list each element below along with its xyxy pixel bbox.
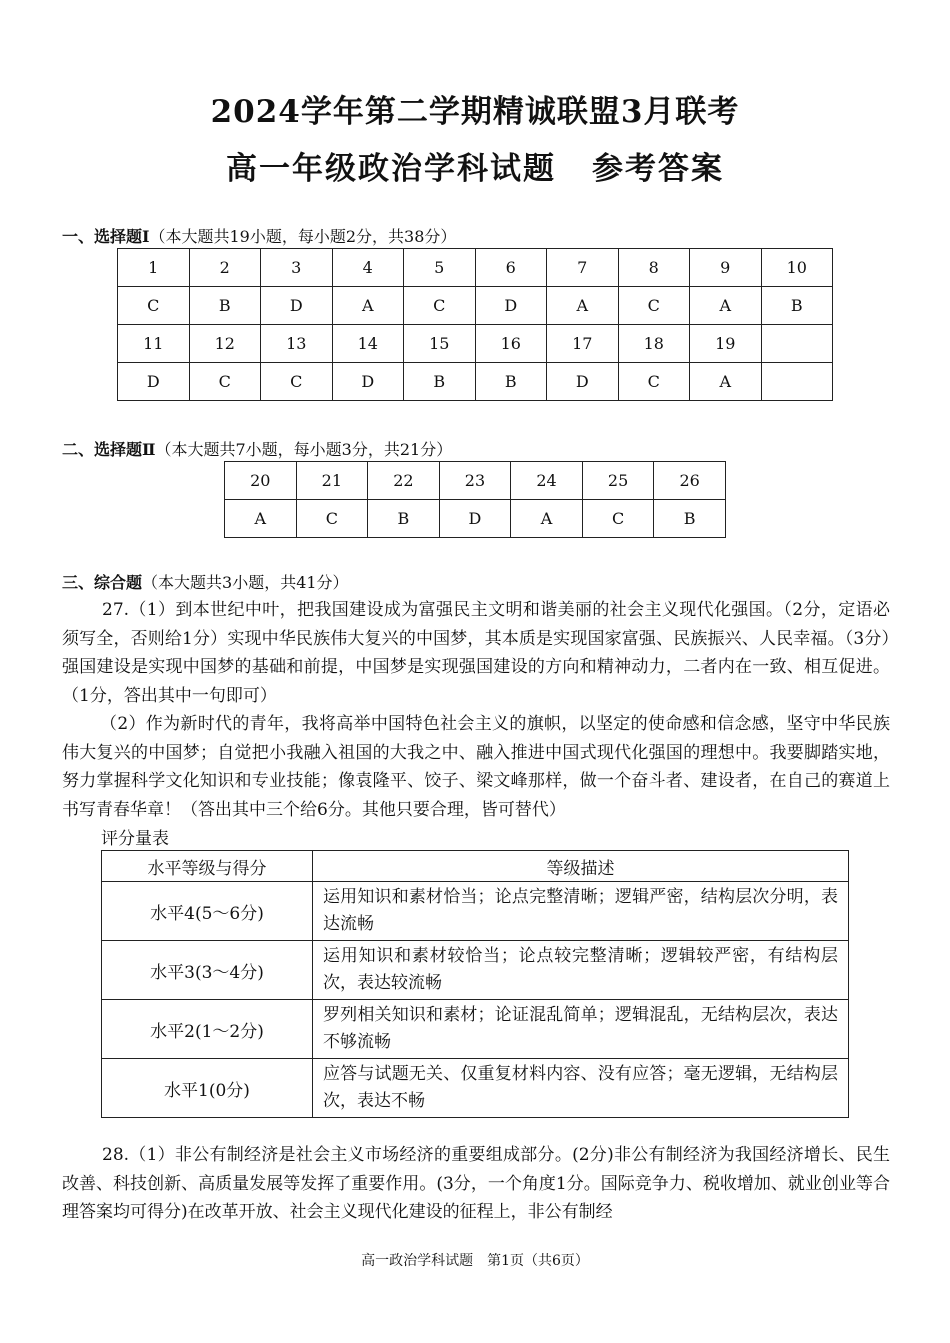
table-header-row xyxy=(102,851,849,882)
exam-subtitle xyxy=(0,143,950,188)
rubric-desc: 罗列相关知识和素材；论证混乱简单；逻辑混乱，无结构层次，表达不够流畅 xyxy=(313,1000,849,1059)
table-cell: 18 xyxy=(618,325,690,363)
table-cell: 7 xyxy=(547,249,619,287)
table-cell: 25 xyxy=(582,462,654,500)
table-cell xyxy=(761,363,833,401)
table-cell: B xyxy=(654,500,726,538)
table-cell: D xyxy=(475,287,547,325)
section2-answer-table xyxy=(224,461,726,538)
table-row xyxy=(102,941,849,1000)
q27-part2-answer: （2）作为新时代的青年，我将高举中国特色社会主义的旗帜，以坚定的使命感和信念感，坚守中华民族伟大复兴的中国梦；自觉把小我融入祖国的大我之中、融入推进中国式现代化强国的理想中。我要脚踏实地，努力掌握科学文化知识和专业技能；像袁隆平、饺子、梁文峰那样，做一个奋斗者、建设者，在自己的赛道上书写青春华章！（答出其中三个给6分。其他只要合理，皆可替代） xyxy=(62,714,890,821)
rubric-table xyxy=(101,850,849,1118)
table-row xyxy=(102,1059,849,1118)
table-cell: 1 xyxy=(118,249,190,287)
section2-note: （本大题共7小题，每小题3分，共21分） xyxy=(155,440,453,459)
table-row xyxy=(225,500,726,538)
table-cell: 10 xyxy=(761,249,833,287)
table-cell: D xyxy=(439,500,511,538)
table-cell: B xyxy=(189,287,261,325)
rubric-desc: 运用知识和素材恰当；论点完整清晰；逻辑严密，结构层次分明，表达流畅 xyxy=(313,882,849,941)
section1-heading xyxy=(62,224,456,247)
table-cell: 22 xyxy=(368,462,440,500)
table-cell: 3 xyxy=(261,249,333,287)
rubric-level: 水平1(0分) xyxy=(102,1059,313,1118)
table-cell: A xyxy=(690,287,762,325)
table-cell: D xyxy=(118,363,190,401)
table-cell: 19 xyxy=(690,325,762,363)
rubric-header-desc: 等级描述 xyxy=(313,851,849,882)
section3-label: 三、综合题 xyxy=(62,573,143,592)
rubric-desc: 运用知识和素材较恰当；论点较完整清晰；逻辑较严密，有结构层次，表达较流畅 xyxy=(313,941,849,1000)
table-cell: 5 xyxy=(404,249,476,287)
table-cell: B xyxy=(475,363,547,401)
table-cell: 16 xyxy=(475,325,547,363)
table-cell: C xyxy=(261,363,333,401)
table-cell: 20 xyxy=(225,462,297,500)
q28-part1-answer: 28.（1）非公有制经济是社会主义市场经济的重要组成部分。(2分)非公有制经济为我国经济增长、民生改善、科技创新、高质量发展等发挥了重要作用。(3分，一个角度1分。国际竞争力、税收增加、就业创业等合理答案均可得分)在改革开放、社会主义现代化建设的征程上，非公有制经 xyxy=(62,1145,890,1223)
table-cell: B xyxy=(761,287,833,325)
table-cell: D xyxy=(261,287,333,325)
table-cell: 17 xyxy=(547,325,619,363)
table-cell: A xyxy=(332,287,404,325)
rubric-level: 水平3(3～4分) xyxy=(102,941,313,1000)
table-cell: A xyxy=(225,500,297,538)
table-cell: C xyxy=(118,287,190,325)
section2-label: 二、选择题Ⅱ xyxy=(62,440,156,459)
table-row xyxy=(118,249,833,287)
table-cell: A xyxy=(547,287,619,325)
table-cell: C xyxy=(189,363,261,401)
table-cell: A xyxy=(690,363,762,401)
table-row xyxy=(118,287,833,325)
table-cell: C xyxy=(582,500,654,538)
table-cell: 4 xyxy=(332,249,404,287)
table-cell: 21 xyxy=(296,462,368,500)
section1-label: 一、选择题Ⅰ xyxy=(62,227,150,246)
table-cell: 8 xyxy=(618,249,690,287)
table-row xyxy=(225,462,726,500)
rubric-desc: 应答与试题无关、仅重复材料内容、没有应答；毫无逻辑，无结构层次，表达不畅 xyxy=(313,1059,849,1118)
section2-heading xyxy=(62,437,452,460)
table-cell: 14 xyxy=(332,325,404,363)
rubric-level: 水平4(5～6分) xyxy=(102,882,313,941)
table-cell: 13 xyxy=(261,325,333,363)
subtitle-answer-key: 参考答案 xyxy=(592,151,724,187)
section1-note: （本大题共19小题，每小题2分，共38分） xyxy=(149,227,457,246)
table-cell: D xyxy=(547,363,619,401)
table-cell: C xyxy=(404,287,476,325)
section3-note: （本大题共3小题，共41分） xyxy=(142,573,349,592)
table-cell: 9 xyxy=(690,249,762,287)
table-cell: 23 xyxy=(439,462,511,500)
exam-title: 2024学年第二学期精诚联盟3月联考 xyxy=(210,94,740,130)
table-cell: 26 xyxy=(654,462,726,500)
table-cell: A xyxy=(511,500,583,538)
table-cell: 6 xyxy=(475,249,547,287)
page-footer: 高一政治学科试题 第1页（共6页） xyxy=(361,1253,589,1269)
table-row xyxy=(102,882,849,941)
table-cell: 24 xyxy=(511,462,583,500)
table-cell: C xyxy=(296,500,368,538)
rubric-header-level: 水平等级与得分 xyxy=(102,851,313,882)
table-cell xyxy=(761,325,833,363)
table-cell: B xyxy=(368,500,440,538)
table-cell: B xyxy=(404,363,476,401)
rubric-label: 评分量表 xyxy=(101,829,169,849)
rubric-level: 水平2(1～2分) xyxy=(102,1000,313,1059)
table-cell: 2 xyxy=(189,249,261,287)
table-cell: 15 xyxy=(404,325,476,363)
subtitle-subject: 高一年级政治学科试题 xyxy=(226,151,556,187)
q27-part1-answer: 27.（1）到本世纪中叶，把我国建设成为富强民主文明和谐美丽的社会主义现代化强国。（2分，定语必须写全，否则给1分）实现中华民族伟大复兴的中国梦，其本质是实现国家富强、民族振兴、人民幸福。（3分）强国建设是实现中国梦的基础和前提，中国梦是实现强国建设的方向和精神动力，二者内在一致、相互促进。（1分，答出其中一句即可） xyxy=(62,600,890,707)
table-cell: C xyxy=(618,363,690,401)
section3-heading xyxy=(62,570,349,593)
table-cell: C xyxy=(618,287,690,325)
table-cell: 12 xyxy=(189,325,261,363)
table-row xyxy=(118,363,833,401)
table-row xyxy=(102,1000,849,1059)
section1-answer-table xyxy=(117,248,833,401)
table-row xyxy=(118,325,833,363)
table-cell: D xyxy=(332,363,404,401)
table-cell: 11 xyxy=(118,325,190,363)
